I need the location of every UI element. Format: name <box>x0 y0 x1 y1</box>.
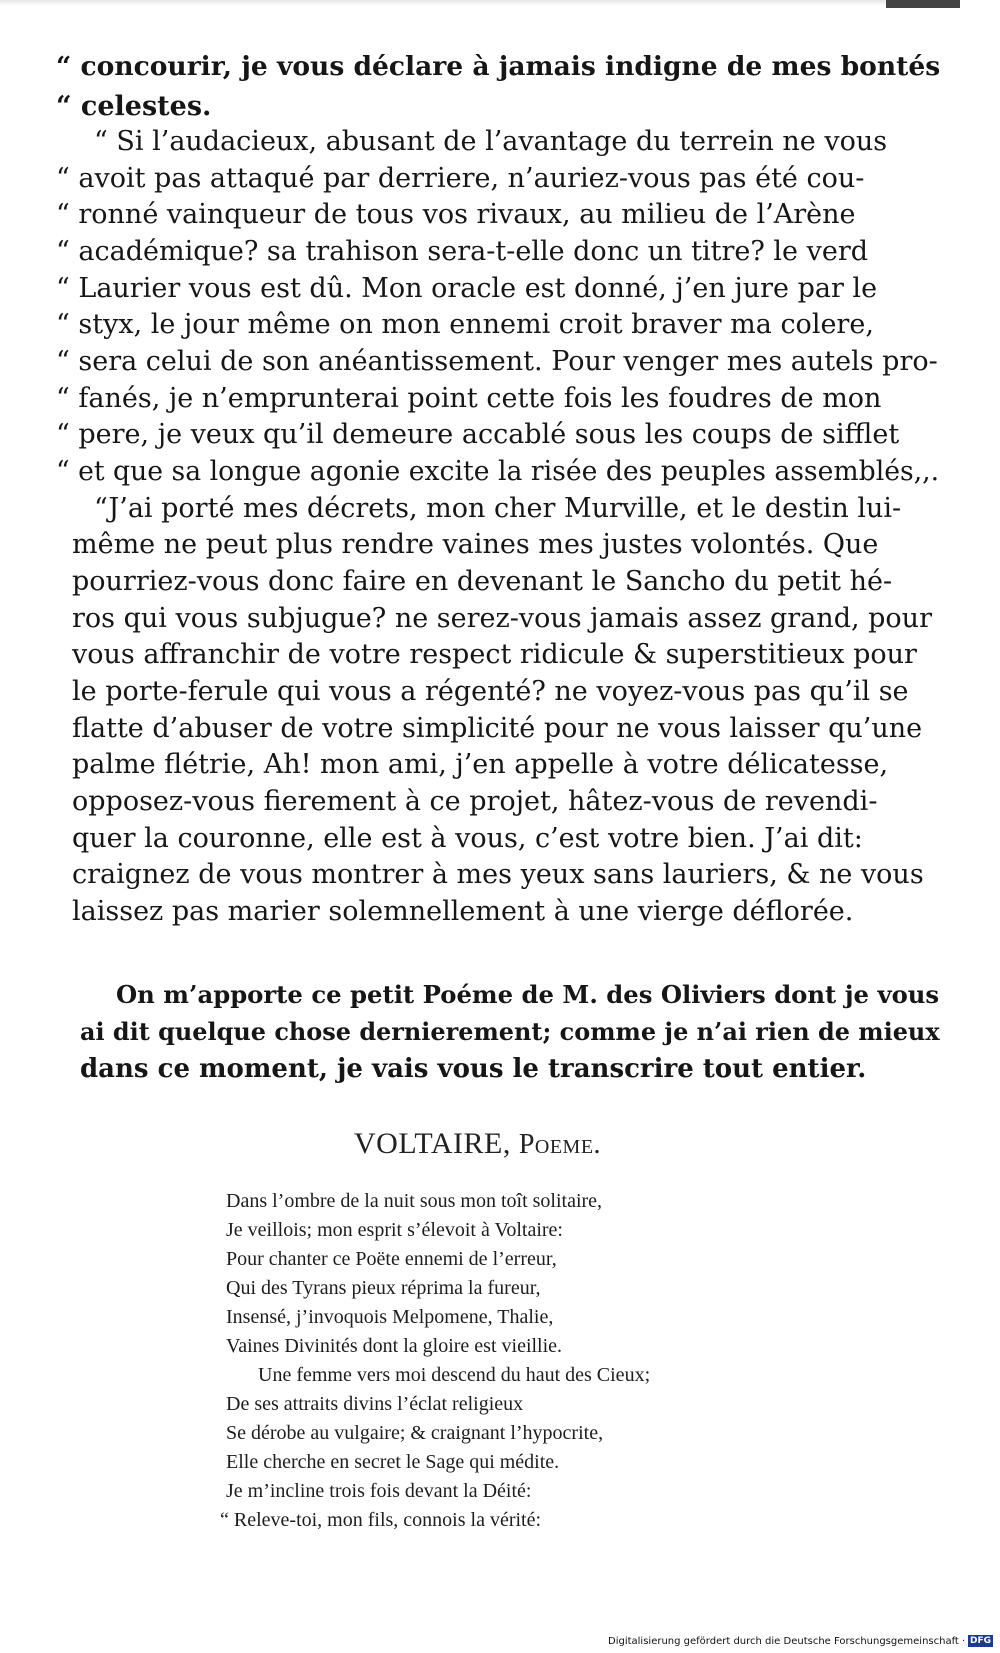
letter-line: même ne peut plus rendre vaines mes justes volontés. Que <box>72 529 879 560</box>
letter-line: “ concourir, je vous déclare à jamais indigne de mes bontés <box>56 51 941 82</box>
letter-line: “ ronné vainqueur de tous vos rivaux, au milieu de l’Arène <box>56 199 856 230</box>
letter-line: “ pere, je veux qu’il demeure accablé sous les coups de sifflet <box>56 419 900 450</box>
verse-line: Se dérobe au vulgaire; & craignant l’hypocrite, <box>226 1422 604 1444</box>
letter-line: “ fanés, je n’emprunterai point cette fois les foudres de mon <box>56 383 882 414</box>
verse-line: Qui des Tyrans pieux réprima la fureur, <box>226 1277 541 1299</box>
intro-line: ai dit quelque chose dernierement; comme je n’ai rien de mieux <box>80 1018 940 1046</box>
verse-line: Insensé, j’invoquois Melpomene, Thalie, <box>226 1306 554 1328</box>
letter-line: opposez-vous fierement à ce projet, hâtez-vous de revendi- <box>72 786 878 817</box>
letter-line: “ Laurier vous est dû. Mon oracle est donné, j’en jure par le <box>56 273 878 304</box>
verse-line: De ses attraits divins l’éclat religieux <box>226 1393 524 1415</box>
dfg-logo: DFG <box>970 1636 992 1646</box>
letter-line: flatte d’abuser de votre simplicité pour ne vous laisser qu’une <box>72 713 923 744</box>
letter-line: “J’ai porté mes décrets, mon cher Murville, et le destin lui- <box>94 493 902 524</box>
verse-line: Je m’incline trois fois devant la Déité: <box>226 1480 532 1502</box>
intro-line: dans ce moment, je vais vous le transcrire tout entier. <box>80 1054 867 1084</box>
intro-line: On m’apporte ce petit Poéme de M. des Oliviers dont je vous <box>116 980 940 1009</box>
letter-line: “ académique? sa trahison sera-t-elle donc un titre? le verd <box>56 236 869 267</box>
letter-line: “ avoit pas attaqué par derriere, n’auriez-vous pas été cou- <box>56 163 865 194</box>
verse-line: Pour chanter ce Poëte ennemi de l’erreur, <box>226 1248 557 1270</box>
verse-line: Je veillois; mon esprit s’élevoit à Voltaire: <box>226 1219 563 1241</box>
scan-corner-shadow <box>886 0 960 8</box>
page-top-edge <box>0 0 960 6</box>
letter-line: palme flétrie, Ah! mon ami, j’en appelle à votre délicatesse, <box>72 749 889 780</box>
poem-title-main: VOLTAIRE, <box>354 1127 511 1160</box>
verse-line: Dans l’ombre de la nuit sous mon toît solitaire, <box>226 1190 603 1212</box>
letter-line: le porte-ferule qui vous a régenté? ne voyez-vous pas qu’il se <box>72 676 909 707</box>
letter-line: ros qui vous subjugue? ne serez-vous jamais assez grand, pour <box>72 603 932 634</box>
letter-line: quer la couronne, elle est à vous, c’est votre bien. J’ai dit: <box>72 823 863 854</box>
verse-line: “ Releve-toi, mon fils, connois la vérité: <box>220 1509 542 1531</box>
letter-line: “ Si l’audacieux, abusant de l’avantage du terrein ne vous <box>94 126 888 157</box>
verse-line: Elle cherche en secret le Sage qui médite. <box>226 1451 560 1473</box>
verse-line: Vaines Divinités dont la gloire est vieillie. <box>226 1335 563 1357</box>
letter-line: craignez de vous montrer à mes yeux sans lauriers, & ne vous <box>72 859 924 890</box>
letter-line: “ et que sa longue agonie excite la risée des peuples assemblés,,. <box>56 456 940 487</box>
show-through-text <box>230 84 235 107</box>
poem-title <box>354 1127 601 1161</box>
letter-line: “ sera celui de son anéantissement. Pour venger mes autels pro- <box>56 346 938 377</box>
letter-line: vous affranchir de votre respect ridicule & superstitieux pour <box>72 639 917 670</box>
digitization-credit: Digitalisierung gefördert durch die Deutsche Forschungsgemeinschaft · <box>608 1636 966 1647</box>
letter-line: pourriez-vous donc faire en devenant le Sancho du petit hé- <box>72 566 893 597</box>
poem-title-sub: Poeme. <box>518 1129 602 1160</box>
verse-line: Une femme vers moi descend du haut des Cieux; <box>258 1364 651 1386</box>
letter-line: “ celestes. <box>56 91 212 122</box>
letter-line: “ styx, le jour même on mon ennemi croit braver ma colere, <box>56 309 874 340</box>
letter-line: laissez pas marier solemnellement à une vierge déflorée. <box>72 896 854 927</box>
